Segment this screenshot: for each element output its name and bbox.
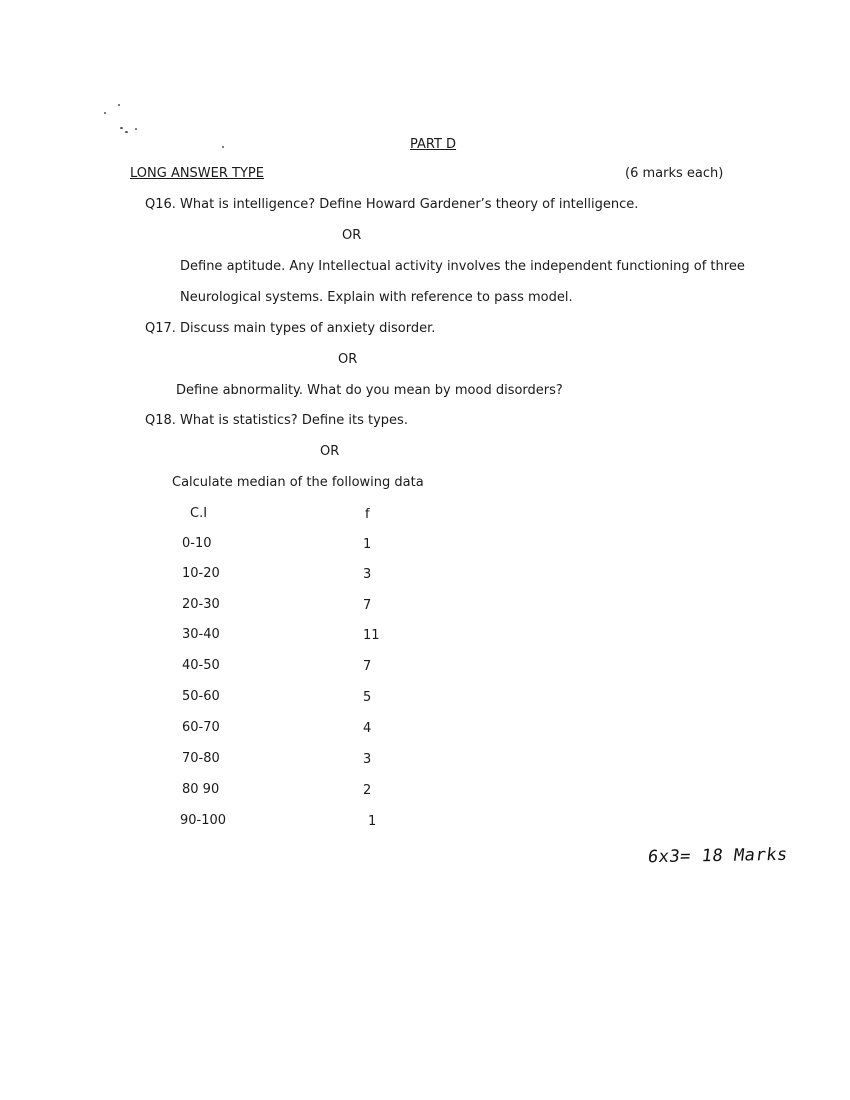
table-row-ci: 60-70 [182, 720, 220, 735]
table-row-ci: 0-10 [182, 536, 212, 551]
marks-note: (6 marks each) [625, 166, 724, 181]
scan-speck [222, 146, 224, 148]
q16-or: OR [342, 228, 362, 243]
q18-or: OR [320, 444, 340, 459]
table-row-f: 7 [363, 598, 372, 613]
handwritten-marks-note: 6x3= 18 Marks [646, 844, 789, 868]
table-row-f: 4 [363, 721, 372, 736]
table-row-f: 2 [363, 783, 372, 798]
table-row-f: 3 [363, 752, 372, 767]
scan-speck [120, 127, 123, 129]
q17-alt: Define abnormality. What do you mean by mood disorders? [176, 383, 563, 398]
q16-question: Q16. What is intelligence? Define Howard Gardener’s theory of intelligence. [145, 197, 639, 212]
table-row-f: 11 [363, 628, 380, 643]
table-row-f: 1 [363, 537, 372, 552]
scan-speck [125, 131, 128, 133]
table-row-ci: 50-60 [182, 689, 220, 704]
table-row-ci: 20-30 [182, 597, 220, 612]
table-row-ci: 90-100 [180, 813, 227, 828]
q16-alt-line2: Neurological systems. Explain with reference to pass model. [180, 290, 573, 305]
table-row-f: 3 [363, 567, 372, 582]
q17-or: OR [338, 352, 358, 367]
table-row-ci: 40-50 [182, 658, 220, 673]
q18-question: Q18. What is statistics? Define its types. [145, 413, 408, 428]
q16-alt-line1: Define aptitude. Any Intellectual activity involves the independent functioning of three [180, 259, 745, 274]
table-row-ci: 80 90 [182, 782, 220, 797]
table-row-ci: 30-40 [182, 627, 220, 642]
table-row-ci: 70-80 [182, 751, 220, 766]
table-row-f: 1 [368, 814, 377, 829]
q17-question: Q17. Discuss main types of anxiety disorder. [145, 321, 436, 336]
table-row-f: 7 [363, 659, 372, 674]
table-header-ci: C.I [190, 506, 208, 521]
table-row-f: 5 [363, 690, 372, 705]
part-title: PART D [410, 137, 457, 152]
table-row-ci: 10-20 [182, 566, 220, 581]
q18-alt: Calculate median of the following data [172, 475, 424, 490]
section-title: LONG ANSWER TYPE [130, 166, 264, 181]
scan-speck [118, 104, 120, 106]
scan-speck [104, 112, 106, 114]
table-header-f: f [365, 507, 370, 522]
scan-speck [135, 128, 137, 130]
